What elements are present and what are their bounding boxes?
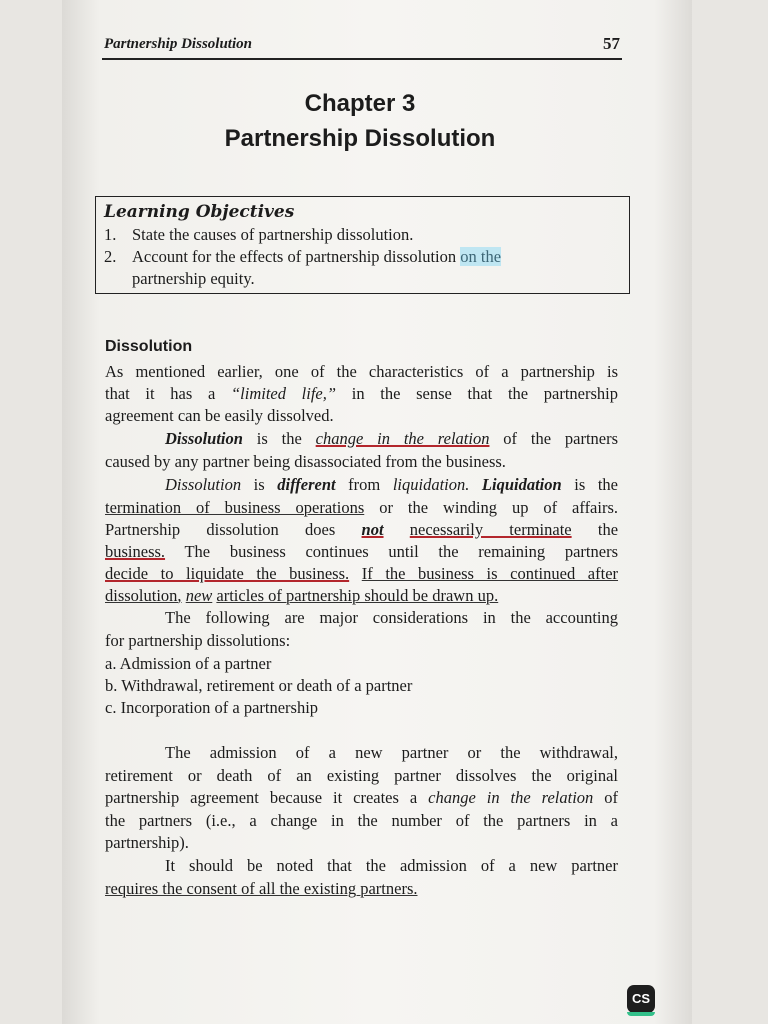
text-span: that it has a (105, 384, 216, 403)
learning-objectives-box (95, 196, 630, 294)
learning-objectives-heading: Learning Objectives (104, 202, 295, 222)
text-span-underlined: change in the relation (315, 429, 490, 448)
text-line (105, 563, 618, 585)
text-span-bold-italic: Liquidation (481, 475, 562, 494)
text-span: partnership agreement because it creates a (105, 788, 418, 807)
text-span: the (597, 520, 619, 539)
text-span-bold-italic: different (277, 475, 336, 494)
objective-number: 1. (104, 225, 117, 244)
highlighted-text: on the (460, 247, 502, 266)
list-item: a. Admission of a partner (105, 654, 272, 673)
text-span-underlined: requires the consent of all the existing partners. (105, 879, 418, 898)
text-line (105, 541, 618, 563)
text-span: in the sense that the partnership (351, 384, 619, 403)
text-line: As mentioned earlier, one of the characteristics of a partnership is (105, 362, 618, 381)
text-span-italic: change in the relation (428, 788, 594, 807)
text-line: for partnership dissolutions: (105, 631, 291, 650)
text-span: of (604, 788, 618, 807)
text-span: from (348, 475, 381, 494)
text-span: is the (256, 429, 302, 448)
section-heading-dissolution: Dissolution (105, 338, 193, 355)
objective-item-2-cont: partnership equity. (132, 269, 255, 288)
text-span-italic: Dissolution (165, 475, 242, 494)
text-span: The business continues until the remaining partners (184, 542, 618, 561)
text-line (105, 519, 618, 541)
text-line: The following are major considerations in the accounting (165, 608, 618, 627)
text-line: caused by any partner being disassociated from the business. (105, 452, 506, 471)
objective-item-1 (104, 225, 413, 245)
text-span: is the (574, 475, 618, 494)
text-span-underlined: necessarily terminate (409, 520, 572, 539)
page-number: 57 (603, 34, 620, 53)
text-span-underlined: new (185, 586, 213, 605)
objective-text: Account for the effects of partnership dissolution (132, 247, 457, 266)
text-span-underlined: dissolution, (105, 586, 182, 605)
objective-number: 2. (104, 247, 117, 266)
text-line: It should be noted that the admission of a new partner (165, 856, 618, 875)
objective-text: State the causes of partnership dissolution. (132, 225, 414, 244)
text-line (105, 878, 618, 900)
running-head: Partnership Dissolution (104, 36, 252, 52)
text-line (165, 428, 618, 450)
text-span-bold-italic: Dissolution (165, 429, 243, 448)
text-line (105, 585, 618, 607)
text-span-underlined: business. (105, 542, 166, 561)
text-line: partnership). (105, 833, 189, 852)
text-line (105, 787, 618, 809)
text-span: Partnership dissolution does (105, 520, 336, 539)
text-line: retirement or death of an existing partner dissolves the original (105, 766, 618, 785)
running-header (102, 34, 622, 60)
text-line: agreement can be easily dissolved. (105, 406, 334, 425)
text-span-underlined: not (361, 520, 384, 539)
camscanner-logo-icon: CS (627, 985, 655, 1013)
text-line: The admission of a new partner or the withdrawal, (165, 743, 618, 762)
objective-item-2 (104, 247, 624, 267)
text-line (105, 497, 618, 519)
text-span-italic: liquidation. (392, 475, 470, 494)
text-line: the partners (i.e., a change in the number of the partners in a (105, 811, 618, 830)
chapter-number: Chapter 3 (304, 90, 416, 117)
text-span-underlined: articles of partnership should be drawn up. (216, 586, 499, 605)
logo-accent-bar (627, 1012, 655, 1016)
text-line (165, 474, 618, 496)
text-span: or the winding up of affairs. (379, 498, 619, 517)
text-line (105, 383, 618, 405)
chapter-title: Partnership Dissolution (224, 125, 496, 152)
text-span-underlined: decide to liquidate the business. (105, 564, 350, 583)
text-span-underlined: If the business is continued after (361, 564, 619, 583)
text-span: of the partners (503, 429, 619, 448)
list-item: c. Incorporation of a partnership (105, 698, 319, 717)
text-span-underlined: termination of business operations (105, 498, 365, 517)
list-item: b. Withdrawal, retirement or death of a partner (105, 676, 413, 695)
text-span-italic: “limited life,” (230, 384, 337, 403)
text-span: is (253, 475, 265, 494)
